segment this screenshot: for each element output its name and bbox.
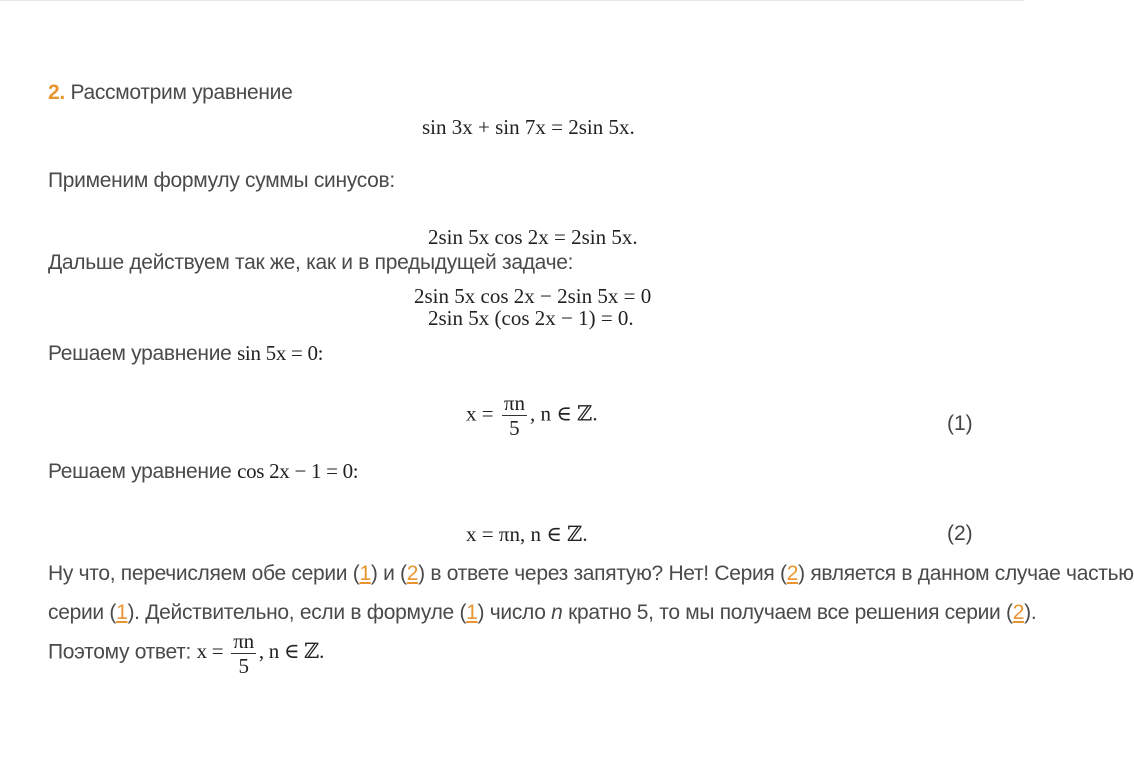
ref-link-1[interactable]: 1 — [359, 562, 371, 585]
solve1-condition: sin 5x = 0: — [237, 341, 324, 365]
solve1-line — [48, 341, 323, 366]
answer-formula — [196, 629, 325, 678]
problem-heading — [48, 81, 292, 105]
discussion-text: ). Действительно, если в формуле ( — [127, 601, 467, 624]
discussion-text: ) и ( — [370, 562, 407, 585]
discussion-text: Ну что, перечисляем обе серии ( — [48, 562, 360, 585]
step1-text: Применим формулу суммы синусов: — [48, 169, 395, 192]
discussion-text: ) число — [477, 601, 552, 624]
ref-link-4[interactable]: 1 — [116, 601, 128, 624]
solve2-line — [48, 459, 358, 484]
step1-equation: 2sin 5x cos 2x = 2sin 5x. — [428, 225, 638, 249]
problem-intro: Рассмотрим уравнение — [70, 81, 293, 104]
answer-numerator: πn — [233, 629, 254, 653]
step2-text: Дальше действуем так же, как и в предыдущей задаче: — [48, 251, 574, 274]
answer-lhs: x = — [196, 639, 224, 664]
answer-denominator: 5 — [238, 654, 249, 678]
discussion-line-2 — [48, 601, 1036, 625]
step2-equation-b: 2sin 5x (cos 2x − 1) = 0. — [428, 306, 634, 330]
ref-link-5[interactable]: 1 — [466, 601, 478, 624]
step2-equation-a: 2sin 5x cos 2x − 2sin 5x = 0 — [414, 284, 652, 308]
solve2-text: Решаем уравнение — [48, 460, 232, 483]
discussion-text: ) является в данном случае частью — [798, 562, 1134, 585]
solution2-formula: x = πn, n ∈ ℤ. — [466, 522, 588, 546]
equation-tag-1: (1) — [947, 412, 973, 435]
discussion-variable: n — [551, 601, 563, 624]
problem-number: 2. — [48, 81, 65, 104]
ref-link-6[interactable]: 2 — [1012, 601, 1025, 624]
answer-line — [48, 629, 324, 678]
discussion-text: ) в ответе через запятую? Нет! Серия ( — [418, 562, 787, 585]
answer-tail: , n ∈ ℤ. — [258, 639, 325, 664]
solution1-formula — [466, 391, 598, 440]
solution1-denominator: 5 — [509, 416, 520, 440]
discussion-text: ). — [1024, 601, 1037, 624]
ref-link-2[interactable]: 2 — [406, 562, 419, 585]
equation-tag-2: (2) — [947, 522, 973, 545]
solution1-numerator: πn — [503, 391, 525, 415]
main-equation: sin 3x + sin 7x = 2sin 5x. — [422, 115, 635, 139]
discussion-text: серии ( — [48, 601, 117, 624]
answer-text: Поэтому ответ: — [48, 640, 192, 664]
solution1-tail: , n ∈ ℤ. — [529, 401, 598, 426]
solve2-condition: cos 2x − 1 = 0: — [237, 459, 359, 483]
ref-link-3[interactable]: 2 — [786, 562, 799, 585]
solution1-lhs: x = — [466, 401, 494, 426]
solve1-text: Решаем уравнение — [48, 342, 232, 365]
solution1-fraction — [502, 391, 527, 440]
answer-fraction — [231, 629, 256, 678]
discussion-text: кратно 5, то мы получаем все решения серии ( — [562, 601, 1013, 624]
discussion-line-1 — [48, 562, 1134, 586]
